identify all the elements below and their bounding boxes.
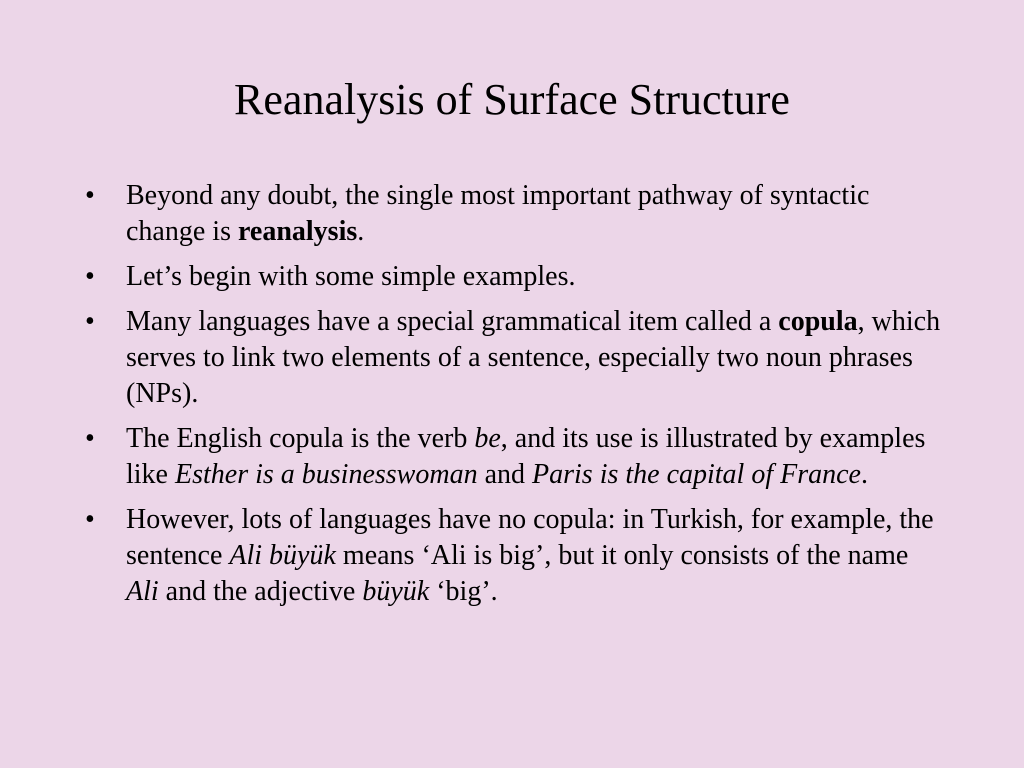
- bullet-text: Let’s begin with some simple examples.: [126, 261, 576, 292]
- bullet-item: [85, 502, 945, 610]
- slide-title: Reanalysis of Surface Structure: [234, 75, 790, 124]
- bullet-item: [85, 259, 945, 295]
- bullet-text: Beyond any doubt, the single most important pathway of syntactic change is: [126, 180, 870, 247]
- bullet-dot-icon: •: [85, 423, 95, 454]
- bullet-item: [85, 304, 945, 412]
- bullet-text: However, lots of languages have no copula: in Turkish, for example, the sentence: [126, 504, 934, 571]
- italic-example: Paris is the capital of France: [532, 459, 861, 490]
- bullet-dot-icon: •: [85, 261, 95, 292]
- bullet-text: .: [860, 459, 868, 490]
- bullet-dot-icon: •: [85, 504, 95, 535]
- bullet-text: , which serves to link two elements of a sentence, especially two noun phrases (NPs).: [126, 306, 941, 409]
- bullet-text: means ‘Ali is big’, but it only consists of the name: [335, 540, 909, 571]
- bullet-dot-icon: •: [85, 306, 95, 337]
- italic-example: Ali: [126, 576, 159, 607]
- bullet-text: The English copula is the verb: [126, 423, 475, 454]
- italic-example: Ali büyük: [229, 540, 336, 571]
- bold-term: reanalysis: [237, 216, 358, 247]
- bullet-text: and: [477, 459, 533, 490]
- bold-term: copula: [778, 306, 858, 337]
- italic-example: büyük: [362, 576, 430, 607]
- bullet-dot-icon: •: [85, 180, 95, 211]
- bullet-text: ‘big’.: [429, 576, 498, 607]
- bullet-list: [85, 178, 945, 619]
- bullet-text: .: [357, 216, 365, 247]
- italic-example: be: [474, 423, 501, 454]
- bullet-text: Many languages have a special grammatical item called a: [126, 306, 779, 337]
- italic-example: Esther is a businesswoman: [175, 459, 478, 490]
- bullet-item: [85, 421, 945, 493]
- bullet-item: [85, 178, 945, 250]
- bullet-text: , and its use is illustrated by examples like: [126, 423, 926, 490]
- bullet-text: and the adjective: [158, 576, 363, 607]
